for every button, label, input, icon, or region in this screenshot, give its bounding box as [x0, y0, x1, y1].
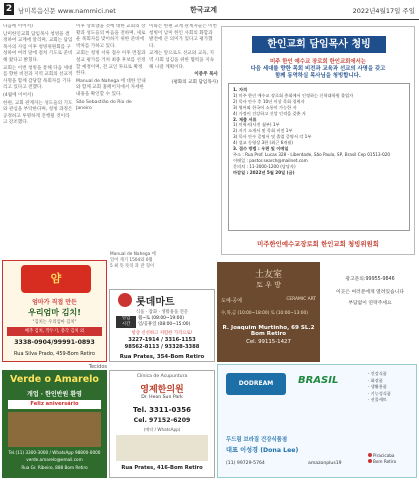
ad-footer: 미주한인예수교장로회 한인교회 청빙위원회 — [257, 240, 379, 248]
location-item — [368, 459, 396, 465]
inquiry-text-2: 부담없이 연락주세요 — [348, 301, 392, 306]
studio-category-en: CERAMIC ART — [286, 297, 316, 302]
ad-subtitle: 미주 한인 예수교 장로회 한인교회에서는 — [269, 59, 367, 65]
lotte-mart-ad — [109, 289, 215, 362]
ad-subtitle: 함께 동역하실 목사님을 청빙합니다. — [275, 73, 361, 79]
clinic-name: 영제한의원 — [140, 385, 184, 395]
article-paragraph: 한편, 교회 관계자는 성도들의 기도와 관심을 부탁한다며, 청빙 과정은 공정하고 투명하게 진행될 것이라고 강조했다. — [3, 100, 73, 126]
article-paragraph: 교회는 이번 청빙을 통해 다음 세대를 향한 비전과 지역 교회의 선교적 사명을 함께 감당할 목회자를 기다리고 있다고 전했다. — [3, 65, 73, 91]
req-line: 1. 자격 — [233, 87, 248, 92]
hours-value: 일/공휴일 (08:00~15:00) — [138, 322, 191, 327]
article-column-2 — [76, 24, 146, 252]
kimchi-logo: 얌 — [21, 265, 91, 293]
author-title: (평화의 교회 담임목사) — [171, 79, 218, 85]
lotte-logo-icon — [118, 293, 132, 307]
studio-category: 도예·공예 — [221, 298, 242, 304]
product-item: · 선물세트 — [368, 397, 387, 403]
dodream-brasil-ad — [217, 364, 417, 478]
article-paragraph: 교회는 청빙 서류 접수 이후 면접과 설교 평가를 거쳐 최종 후보를 선정할 예정이며, 전 교인 투표로 확정한다. — [76, 51, 146, 77]
store-name: 롯데마트 — [136, 297, 175, 308]
caption-block — [110, 252, 216, 286]
page-header — [0, 0, 419, 20]
ad-address: Rua Silva Prado, 459-Bom Retiro — [14, 351, 95, 357]
clinic-address: Rua Prates, 416-Bom Retiro — [121, 465, 203, 471]
location-label: Piracicaba — [373, 453, 395, 458]
req-line: 마감일 : 2022년 5월 20일 (금) — [233, 169, 295, 175]
hours-key: 시간 — [116, 322, 136, 328]
location-label: Bom Retiro — [373, 459, 397, 464]
req-line: 3. 접수 방법 : 우편 및 이메일 — [233, 146, 289, 152]
author-name: 이중주 목사 — [194, 72, 218, 78]
ad-product-strip: 배추 김치, 깍두기, 총각 김치 외 — [7, 327, 102, 336]
article-paragraph: 이후 상보했을 것에 대한 교회의 상황과 성도들의 마음을 전하며, 새로운 목회자를 맞이하기 위한 준비에 박차를 가하고 있다. — [76, 24, 146, 49]
caption-line: 일어 계기 1504와 0월 — [110, 257, 153, 263]
shop-banner: Feliz aniversário — [8, 400, 101, 409]
studio-name-hanja: 土友室 — [254, 270, 282, 280]
paper-name: 남미복음신문 www.nammici.net — [18, 7, 116, 15]
store-locations — [368, 453, 396, 465]
shop-name: Verde o Amarelo — [10, 374, 99, 385]
store-hours — [116, 316, 210, 328]
ad-inquiry-box — [323, 262, 417, 362]
ceramic-art-ad — [217, 262, 320, 362]
clinic-kicker: Clínica de Acupuntura — [136, 374, 188, 379]
hours-value: 월~토 (08:00~19:00) — [138, 316, 184, 321]
req-line: 1) 미주 한인 예수교 장로회 총회에서 인정하는 신학대학원 졸업자 — [233, 92, 354, 98]
kimchi-ad — [2, 260, 107, 362]
article-column-3 — [149, 24, 218, 252]
article-paragraph: 남미한인교회 담임목사 청빙을 결정하여 교계에 알리며, 교회는 담임목사의 사임 이후 청빙위원회를 구성하여 여러 달에 걸쳐 기도로 준비해 왔다고 밝혔다. — [3, 31, 73, 63]
store-address: Rua Prates, 354-Bom Retiro — [119, 354, 205, 360]
product-item: · 기능성식품 — [368, 390, 391, 396]
caption-line: Manual de Nahega 에 — [110, 252, 156, 257]
req-line: 2) 자기 소개서 및 목회 비전 1부 — [233, 128, 293, 134]
req-line: 2. 제출 서류 — [233, 116, 257, 122]
req-line: 3) 영어와 한국어 소통이 가능한 자 — [233, 104, 297, 110]
product-item: · 생활용품 — [368, 384, 387, 390]
section-label: Tecidos — [88, 364, 107, 370]
clinic-tel: Tel. 3311-0356 — [133, 406, 191, 414]
ad-subtitle: 다음 세대를 향한 목회 비전과 교육과 선교의 사명을 갖고 — [250, 66, 386, 72]
article-paragraph: 다음에 이어서) — [3, 24, 33, 29]
requirements-box — [228, 83, 410, 231]
article-paragraph: 교계는 앞으로도 선교와 교육, 지역 사회 섬김을 위한 협력을 지속해 나갈 계획이다. — [149, 51, 214, 70]
product-item: · 화장품 — [368, 377, 383, 383]
req-line: 1) 이력서(사진 첨부) 1부 — [233, 122, 280, 128]
clinic-whatsapp: (예약 / WhatsApp) — [143, 427, 181, 432]
ad-tagline: 엄마가 직접 만든 — [32, 299, 77, 306]
clinic-map-image — [116, 435, 208, 461]
clinic-doctor: Dr. Heon Sun Park — [141, 395, 183, 400]
article-paragraph: São Sebastião do Rio de Janeiro — [76, 99, 132, 112]
acupuncture-clinic-ad — [109, 370, 215, 478]
article-paragraph: 이와는 한편 교계 관계자들은 이번 청빙이 남미 한인 사회의 화합과 발전에 큰 의미가 있다고 평가했다. — [149, 24, 217, 49]
shop-photo — [8, 412, 101, 447]
product-item: · 건강식품 — [368, 371, 387, 376]
studio-hours: 수,목,금 (10:00~18:00) 토 (10:00~13:00) — [221, 311, 308, 316]
inquiry-phone: 광고문의:99955-9846 — [345, 277, 395, 282]
brasil-logo: BRASIL — [298, 375, 339, 386]
product-list — [368, 371, 416, 404]
ad-quote: "김치는 우리엄마 김치" — [32, 320, 77, 325]
page-number: 2 — [5, 4, 13, 14]
article-paragraph: (4월에 이어서) — [3, 92, 34, 98]
shop-tagline: 개업 · 한인반원 환영 — [27, 391, 82, 398]
shop-contact: Tel.(11) 3300-3000 / WhatsApp 98800-0000 — [8, 450, 101, 455]
article-paragraph: Manual de Nahega 에 대한 안내와 함께 교회 홈페이지에서 자세한 내용을 확인할 수 있다. — [76, 78, 146, 97]
store-subtitle: 식품 · 잡화 · 생활용품 전문 — [135, 310, 189, 315]
store-instagram: amazonplus19 — [308, 461, 342, 466]
hours-key: 영업 — [116, 316, 136, 322]
store-phone-2: 98562-8113 / 93328-3388 — [124, 344, 200, 350]
section-title: 한국교계 — [190, 6, 218, 14]
issue-date: 2022년4월17일 주일 — [352, 7, 415, 15]
church-pastor-search-ad — [221, 26, 415, 255]
store-tagline: 두드림 브라질 건강식품점 — [226, 437, 288, 443]
hours-row — [116, 322, 210, 328]
req-line: 문의처 : 11-3000-1200 (담당자) — [233, 163, 296, 169]
req-line: 주소 : Rua Prof. Lucas 328 - Liberdade, São Paulo, SP, Brasil Cep 01513-020 — [233, 151, 391, 157]
req-line: 이메일 : pastor.search@mailnet.com — [233, 157, 308, 163]
clinic-cel: Cel. 97152-6209 — [133, 417, 191, 424]
caption-line: 5 최 뜻 뜻의 과 잔 형이 — [110, 263, 155, 269]
dodream-logo: DODREAM — [226, 373, 286, 395]
req-line: 3) 목사 안수 증명서 및 졸업 증명서 각 1부 — [233, 134, 312, 140]
shop-email: verde.amarelo@email.com — [26, 457, 83, 462]
ad-phone: 3338-0904/99991-0893 — [14, 339, 95, 346]
store-phone: 3227-1914 / 3316-1153 — [128, 337, 196, 343]
map-pin-icon — [368, 453, 372, 457]
studio-name: 토 우 방 — [256, 281, 281, 289]
store-phone: (11) 99729-5764 — [226, 461, 265, 466]
studio-address: R. Joaquim Murtinho, 69 SL.2 Bom Retiro — [222, 325, 315, 337]
verde-amarelo-ad — [2, 370, 107, 478]
inquiry-text: 이곳은 여러분에게 열려있습니다 — [336, 290, 404, 295]
req-line: 4) 설교 동영상 3편 (최근 6개월) — [233, 140, 294, 146]
store-slogan: 항상 신선하고 저렴한 가격으로! — [131, 331, 193, 336]
req-line: 2) 목사 안수 후 10년 이상 목회 경력자 — [233, 98, 305, 104]
shop-address: Rua Gr. Ribeiro, 888 Bom Retiro — [21, 465, 88, 470]
ad-title: 한인교회 담임목사 청빙 — [252, 36, 386, 53]
store-representative: 대표 이성경 (Dona Lee) — [226, 447, 299, 454]
studio-cel: Cel. 99115-1427 — [246, 339, 291, 345]
article-column-1 — [3, 24, 73, 252]
req-line: 4) 가정이 건강하고 신앙 인격을 갖춘 자 — [233, 110, 306, 116]
ad-headline: 우리엄마 김치! — [28, 308, 81, 317]
map-pin-icon — [368, 459, 372, 463]
